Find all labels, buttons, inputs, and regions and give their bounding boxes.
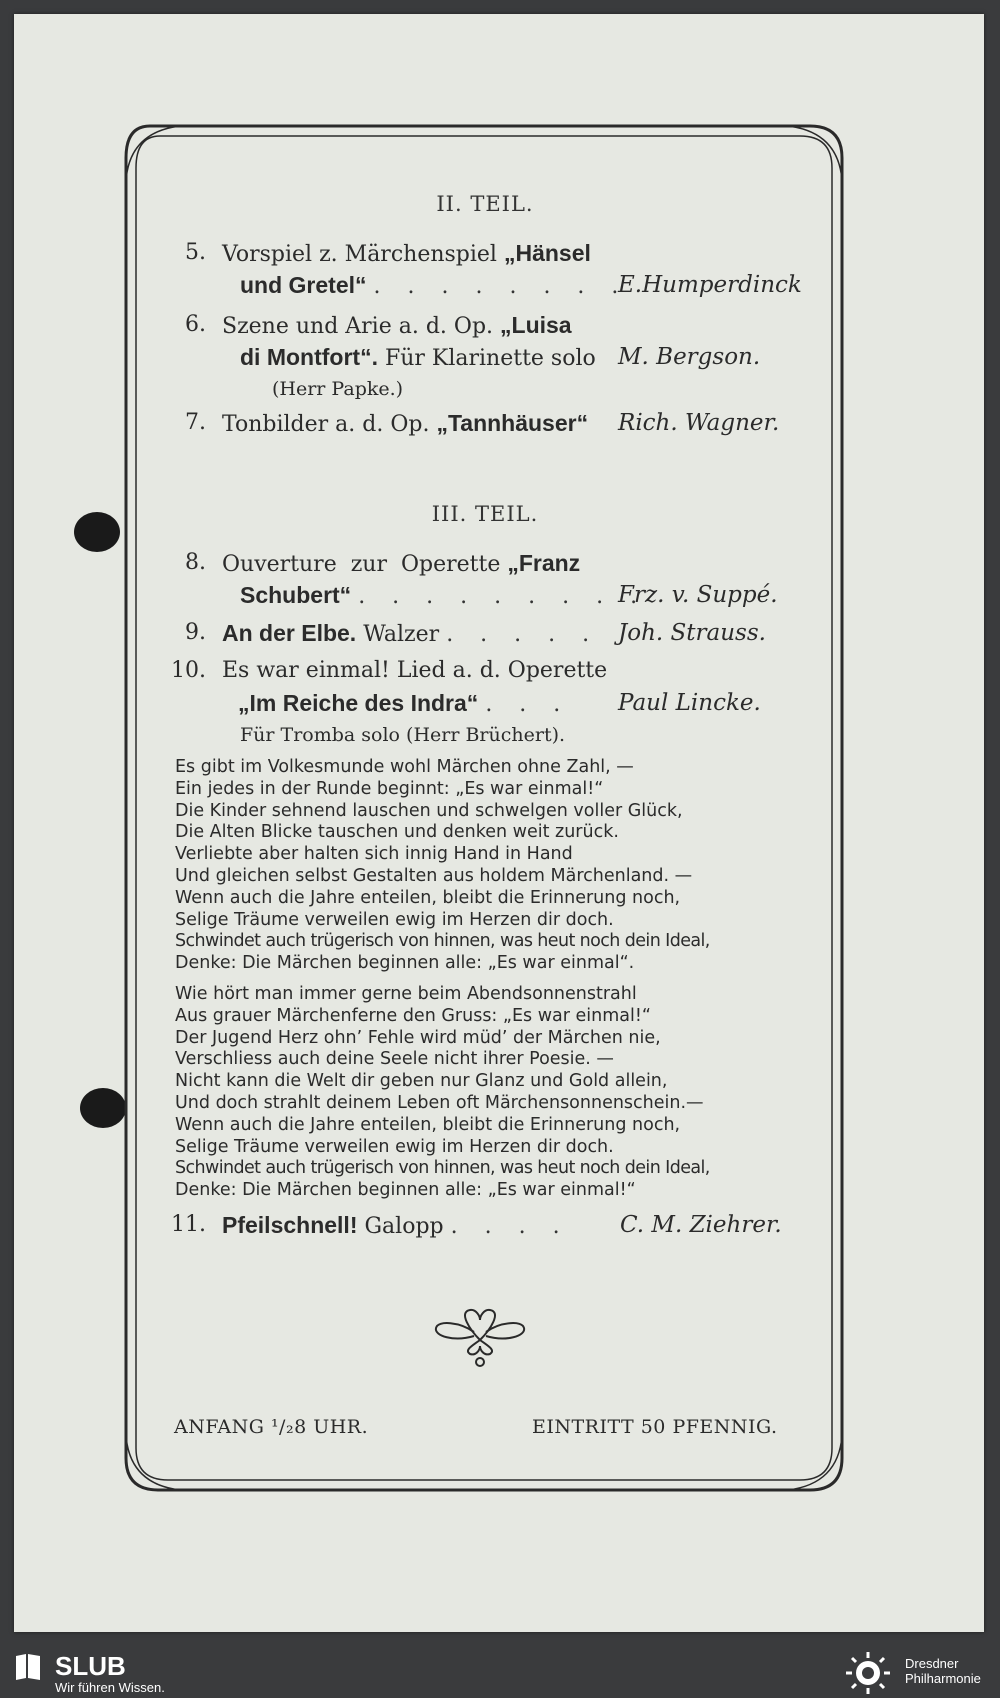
philharmonie-name [905,1656,981,1686]
poem-line: Wenn auch die Jahre enteilen, bleibt die Erinnerung noch, [175,1114,681,1135]
item-title-bold: di Montfort“. [240,344,378,370]
item-title-line [222,410,588,437]
slub-tagline: Wir führen Wissen. [55,1680,165,1695]
leader-dots: . . . [485,692,571,717]
item-title-line [222,1212,570,1239]
leader-dots: . . . . [450,1214,570,1239]
poem-stanza-1 [175,757,815,975]
item-title-line [222,312,572,339]
item-title-line-2 [240,272,628,299]
item-title-text: Für Klarinette solo [377,346,596,371]
flourish-ornament-icon [430,1302,530,1372]
item-title-text: Tonbilder a. d. Op. [222,412,437,437]
philharmonie-logo-icon [840,1650,896,1696]
item-title-bold: An der Elbe. [222,620,357,646]
part-two-heading: II. TEIL. [436,192,534,216]
leader-dots: . . . . . . . . . [358,584,648,609]
item-title-text: Walzer [356,622,440,647]
poem-line: Und gleichen selbst Gestalten aus holdem Märchenland. — [175,865,693,886]
poem-stanza-2 [175,984,815,1202]
item-title-bold: und Gretel“ [240,272,367,298]
poem-line: Die Alten Blicke tauschen und denken weit zurück. [175,822,619,843]
poem-line: Es gibt im Volkesmunde wohl Märchen ohne Zahl, — [175,757,634,777]
poem-line: Selige Träume verweilen ewig im Herzen dir doch. [175,1136,614,1157]
poem-line: Ein jedes in der Runde beginnt: „Es war einmal!“ [175,778,604,799]
item-title-line-2 [240,344,596,371]
item-number: 5. [185,240,206,265]
item-title-line [222,620,599,647]
item-title-line [222,658,607,683]
poem-line: Aus grauer Märchenferne den Gruss: „Es war einmal!“ [175,1005,651,1026]
poem-line: Verliebte aber halten sich innig Hand in Hand [175,844,573,865]
part-three-heading: III. TEIL. [431,502,539,526]
performer-note: Für Tromba solo (Herr Brüchert). [240,724,566,746]
item-number: 11. [171,1212,206,1237]
item-title-bold: „Luisa [500,312,572,338]
item-title-text: Es war einmal! Lied a. d. Operette [222,658,608,683]
start-time: ANFANG ¹/₂8 UHR. [174,1416,369,1438]
poem-line: Selige Träume verweilen ewig im Herzen dir doch. [175,909,614,930]
poem-line: Denke: Die Märchen beginnen alle: „Es war einmal“. [175,953,635,974]
composer: M. Bergson. [618,344,761,370]
poem-line: Und doch strahlt deinem Leben oft Märchensonnenschein.— [175,1092,704,1113]
poem-line: Schwindet auch trügerisch von hinnen, was heut noch dein Ideal, [175,931,710,952]
item-number: 8. [185,550,206,575]
item-title-bold: Schubert“ [240,582,352,608]
slub-logo-text: SLUB [55,1651,126,1681]
poem-line: Verschliess auch deine Seele nicht ihrer Poesie. — [175,1049,614,1070]
poem-line: Schwindet auch trügerisch von hinnen, was heut noch dein Ideal, [175,1158,710,1179]
item-title-line-2 [238,690,570,717]
item-number: 9. [185,620,206,645]
composer: C. M. Ziehrer. [620,1212,782,1238]
item-title-line-2 [240,582,647,609]
poem-line: Wie hört man immer gerne beim Abendsonnenstrahl [175,984,637,1004]
performer-note: (Herr Papke.) [272,378,404,400]
composer: Rich. Wagner. [618,410,780,436]
composer: Paul Lincke. [618,690,761,716]
admission-price: EINTRITT 50 PFENNIG. [532,1416,778,1438]
item-title-text: Ouverture zur Operette [222,552,508,577]
item-title-text: Szene und Arie a. d. Op. [222,314,501,339]
item-title-bold: „Im Reiche des Indra“ [238,690,479,716]
item-title-line [222,550,580,577]
item-title-text: Vorspiel z. Märchenspiel [222,242,504,267]
composer: E.Humperdinck [618,272,802,298]
poem-line: Nicht kann die Welt dir geben nur Glanz und Gold allein, [175,1071,668,1092]
philharmonie-line-1: Dresdner [905,1656,959,1671]
slub-book-icon [14,1652,42,1682]
leader-dots: . . . . . [446,622,600,647]
item-title-bold: „Franz [507,550,581,576]
poem-line: Der Jugend Herz ohn’ Fehle wird müd’ der Märchen nie, [175,1027,661,1048]
item-number: 10. [171,658,206,683]
item-number: 6. [185,312,206,337]
poem-line: Die Kinder sehnend lauschen und schwelgen voller Glück, [175,800,683,821]
philharmonie-line-2: Philharmonie [905,1671,981,1686]
poem-line: Denke: Die Märchen beginnen alle: „Es war einmal!“ [175,1180,636,1201]
composer: Frz. v. Suppé. [618,582,778,608]
poem-line: Wenn auch die Jahre enteilen, bleibt die Erinnerung noch, [175,887,681,908]
item-title-bold: Pfeilschnell! [222,1212,358,1238]
item-number: 7. [185,410,206,435]
item-title-text: Galopp [357,1214,444,1239]
item-title-bold: „Hänsel [503,240,591,266]
composer: Joh. Strauss. [618,620,766,646]
item-title-line [222,240,591,267]
leader-dots: . . . . . . . . [373,274,629,299]
item-title-bold: „Tannhäuser“ [436,410,589,436]
